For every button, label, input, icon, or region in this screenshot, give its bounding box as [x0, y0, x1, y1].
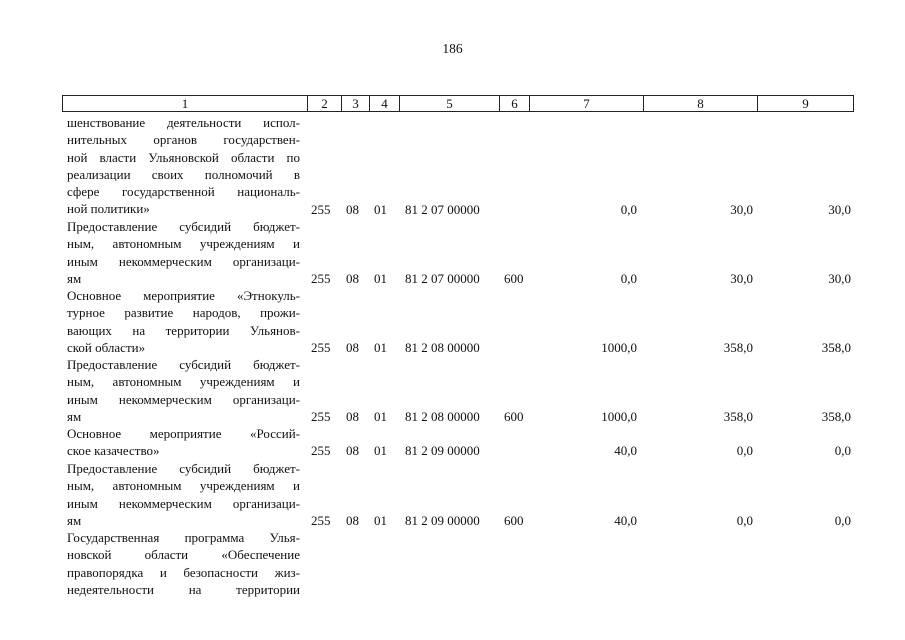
row-description	[67, 218, 300, 287]
cell-c8: 0,0	[736, 512, 753, 528]
cell-c3: 08	[346, 512, 359, 528]
cell-c9: 30,0	[828, 201, 851, 217]
description-line: ям	[67, 512, 82, 528]
cell-c4: 01	[374, 512, 387, 528]
header-col-2: 2	[307, 96, 341, 111]
description-line: Государственная программа Улья-	[67, 530, 300, 545]
cell-c3: 08	[346, 339, 359, 355]
cell-c9: 0,0	[834, 512, 851, 528]
description-line: иным некоммерческим организаци-	[67, 391, 300, 407]
description-line: турное развитие народов, прожи-	[67, 305, 300, 321]
description-line: ной политики»	[67, 201, 150, 217]
cell-c9: 0,0	[834, 443, 851, 459]
cell-c4: 01	[374, 339, 387, 355]
row-description	[67, 356, 300, 425]
description-line: ным, автономным учреждениям и	[67, 236, 300, 252]
cell-c6: 600	[504, 408, 524, 424]
cell-c7: 0,0	[620, 270, 637, 286]
description-line: ской области»	[67, 339, 146, 355]
cell-c7: 40,0	[614, 443, 637, 459]
description-line: иным некоммерческим организаци-	[67, 253, 300, 269]
description-line: ское казачество»	[67, 443, 160, 459]
cell-c9: 30,0	[828, 270, 851, 286]
cell-c8: 358,0	[723, 408, 753, 424]
description-line: Предоставление субсидий бюджет-	[67, 461, 300, 476]
row-description	[67, 425, 300, 460]
row-description	[67, 114, 300, 218]
row-description	[67, 287, 300, 356]
description-line: сфере государственной националь-	[67, 184, 300, 200]
description-line: Предоставление субсидий бюджет-	[67, 219, 300, 234]
cell-c5: 81 2 08 00000	[405, 339, 480, 355]
cell-c2: 255	[311, 512, 331, 528]
header-col-6: 6	[499, 96, 529, 111]
cell-c7: 1000,0	[601, 339, 637, 355]
cell-c5: 81 2 08 00000	[405, 408, 480, 424]
cell-c7: 1000,0	[601, 408, 637, 424]
cell-c8: 30,0	[730, 270, 753, 286]
header-col-7: 7	[529, 96, 643, 111]
cell-c7: 0,0	[620, 201, 637, 217]
cell-c8: 358,0	[723, 339, 753, 355]
description-line: ям	[67, 270, 82, 286]
cell-c6: 600	[504, 270, 524, 286]
cell-c2: 255	[311, 408, 331, 424]
cell-c2: 255	[311, 201, 331, 217]
cell-c5: 81 2 07 00000	[405, 270, 480, 286]
description-line: Основное мероприятие «Этнокуль-	[67, 288, 300, 303]
header-col-8: 8	[643, 96, 757, 111]
cell-c4: 01	[374, 270, 387, 286]
description-line: иным некоммерческим организаци-	[67, 495, 300, 511]
cell-c3: 08	[346, 201, 359, 217]
cell-c3: 08	[346, 443, 359, 459]
cell-c4: 01	[374, 201, 387, 217]
header-col-4: 4	[369, 96, 399, 111]
description-line: вающих на территории Ульянов-	[67, 322, 300, 338]
description-line: ным, автономным учреждениям и	[67, 478, 300, 494]
cell-c3: 08	[346, 408, 359, 424]
cell-c4: 01	[374, 408, 387, 424]
cell-c7: 40,0	[614, 512, 637, 528]
description-line: новской области «Обеспечение	[67, 547, 300, 563]
cell-c2: 255	[311, 270, 331, 286]
description-line: ной власти Ульяновской области по	[67, 149, 300, 165]
description-line: ным, автономным учреждениям и	[67, 374, 300, 390]
cell-c5: 81 2 09 00000	[405, 512, 480, 528]
header-col-1: 1	[181, 96, 189, 111]
description-line: реализации своих полномочий в	[67, 166, 300, 182]
header-col-5: 5	[399, 96, 499, 111]
description-line: нительных органов государствен-	[67, 132, 300, 148]
header-col-9: 9	[757, 96, 853, 111]
description-line: правопорядка и безопасности жиз-	[67, 564, 300, 580]
cell-c5: 81 2 07 00000	[405, 201, 480, 217]
cell-c8: 30,0	[730, 201, 753, 217]
cell-c5: 81 2 09 00000	[405, 443, 480, 459]
page-number: 186	[442, 41, 463, 56]
description-line: недеятельности на территории	[67, 581, 300, 597]
cell-c9: 358,0	[821, 408, 851, 424]
row-description	[67, 529, 300, 598]
description-line: Основное мероприятие «Россий-	[67, 426, 300, 441]
cell-c3: 08	[346, 270, 359, 286]
table-header	[62, 95, 854, 112]
header-col-3: 3	[341, 96, 369, 111]
description-line: шенствование деятельности испол-	[67, 115, 300, 130]
cell-c2: 255	[311, 339, 331, 355]
cell-c6: 600	[504, 512, 524, 528]
cell-c2: 255	[311, 443, 331, 459]
cell-c8: 0,0	[736, 443, 753, 459]
cell-c4: 01	[374, 443, 387, 459]
description-line: Предоставление субсидий бюджет-	[67, 357, 300, 372]
description-line: ям	[67, 408, 82, 424]
row-description	[67, 460, 300, 529]
cell-c9: 358,0	[821, 339, 851, 355]
